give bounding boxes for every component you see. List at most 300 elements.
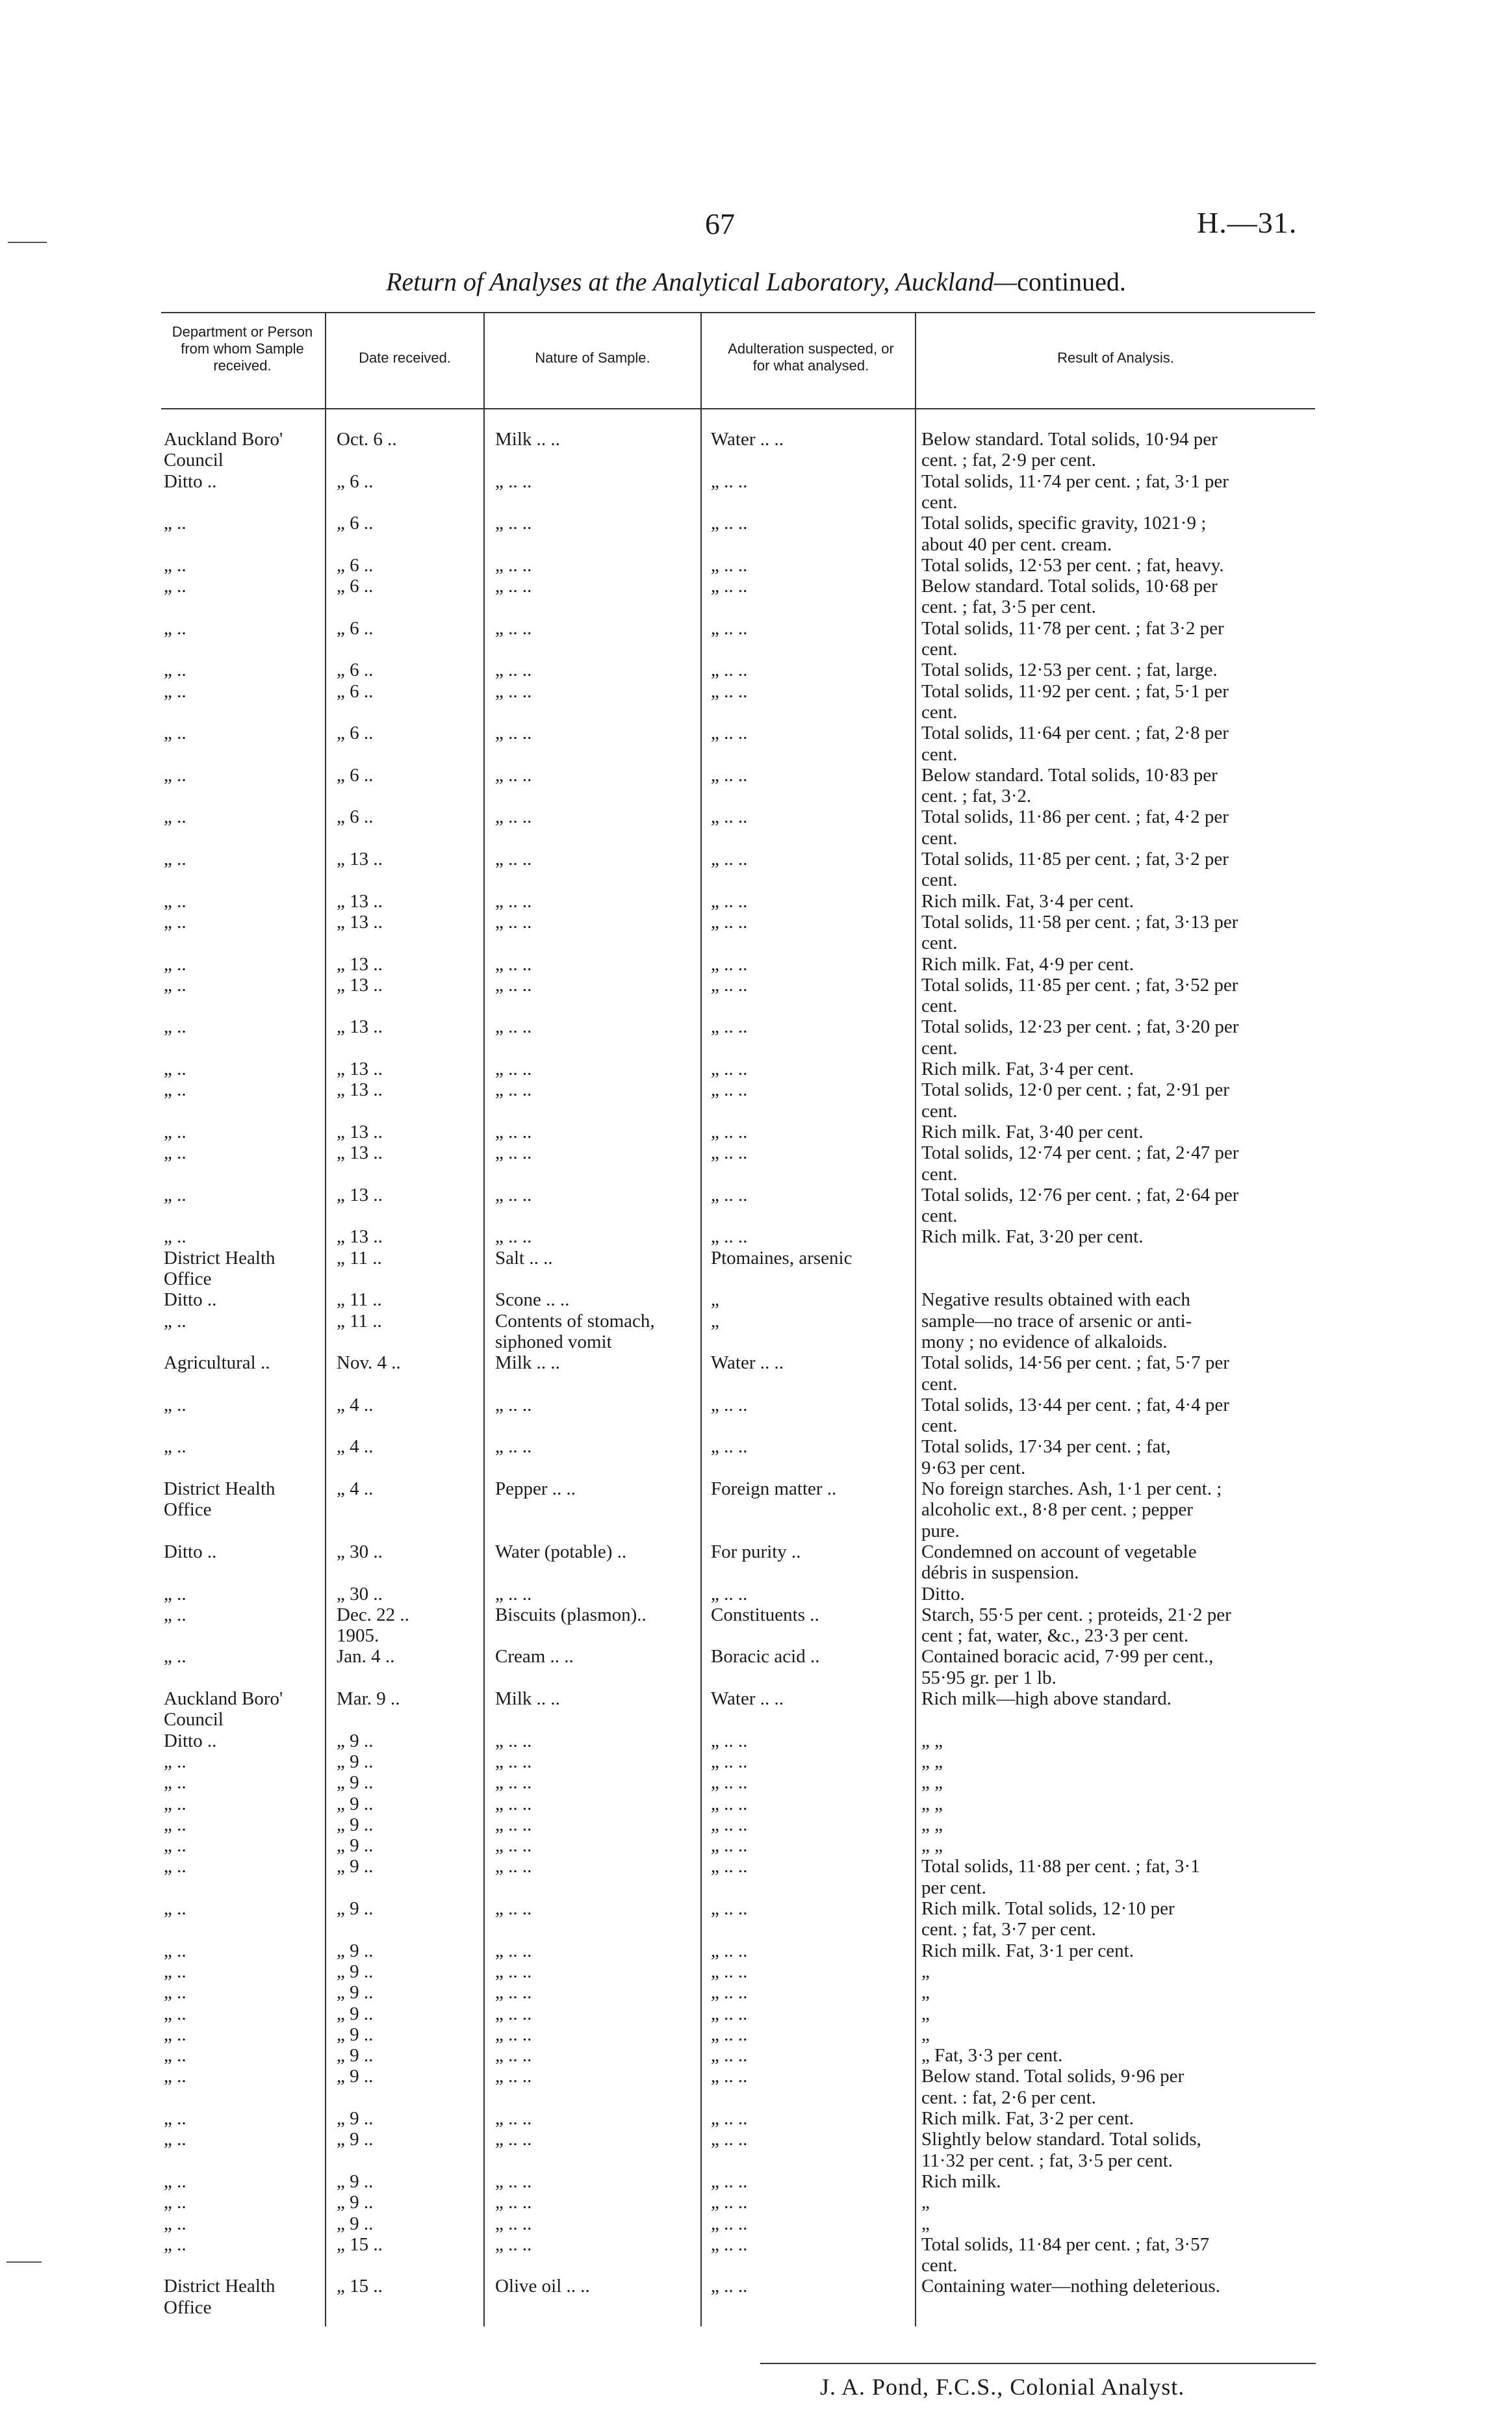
cell-date: „ 9 .. [337,1940,374,1961]
cell-date: „ 9 .. [337,2129,374,2150]
cell-result: per cent. [921,1877,986,1898]
table-row [161,1016,1315,1037]
cell-department: „ .. [164,1940,186,1961]
cell-result: „ „ [921,1730,943,1751]
cell-nature: „ .. .. [495,1016,532,1038]
cell-department: „ .. [164,554,186,576]
table-row [161,681,1315,702]
cell-result: Total solids, 12·23 per cent. ; fat, 3·20 per [921,1016,1239,1038]
cell-date: „ 6 .. [337,764,374,786]
cell-nature: Milk .. .. [495,1688,560,1709]
cell-nature: Cream .. .. [495,1646,574,1667]
cell-result: Slightly below standard. Total solids, [921,2129,1201,2150]
table-row [161,1079,1315,1100]
cell-department: „ .. [164,2024,186,2045]
cell-nature: Pepper .. .. [495,1478,576,1499]
cell-result: cent. : fat, 2·6 per cent. [921,2087,1096,2108]
cell-result: Total solids, 11·74 per cent. ; fat, 3·1 per [921,470,1229,492]
signature-rule [760,2363,1316,2364]
cell-department: „ .. [164,680,186,702]
cell-adulteration: „ .. .. [711,2170,748,2192]
table-row [161,1478,1315,1499]
cell-result: Total solids, 12·53 per cent. ; fat, heavy. [921,554,1224,576]
cell-department: Auckland Boro' [164,429,283,450]
table-row [161,576,1315,597]
cell-department: „ .. [164,911,186,933]
table-row [161,1268,1315,1289]
cell-adulteration: „ .. .. [711,1898,748,1919]
cell-nature: „ .. .. [495,974,532,996]
table-row [161,1164,1315,1185]
cell-date: „ 9 .. [337,2170,374,2192]
cell-result: Rich milk. Total solids, 12·10 per [921,1898,1175,1919]
cell-nature: Salt .. .. [495,1247,553,1268]
table-row [161,1248,1315,1268]
cell-nature: „ .. .. [495,1059,532,1079]
cell-date: „ 13 .. [337,1142,383,1164]
cell-adulteration: „ .. .. [711,576,748,597]
cell-department: Ditto .. [164,1541,217,1562]
cell-adulteration: „ .. .. [711,660,748,681]
table-row [161,1395,1315,1415]
table-row [161,2129,1315,2150]
cell-department: „ .. [164,2066,186,2087]
title-suffix: continued. [1017,267,1126,296]
cell-adulteration: „ .. .. [711,764,748,786]
cell-adulteration: Ptomaines, arsenic [711,1247,852,1268]
cell-adulteration: „ .. .. [711,554,748,576]
cell-result: Total solids, 11·92 per cent. ; fat, 5·1 per [921,680,1229,702]
cell-result: cent. [921,869,958,891]
cell-date: „ 9 .. [337,2024,374,2045]
column-header-date: Date received. [359,350,451,366]
cell-department: „ .. [164,2233,186,2255]
cell-department: „ .. [164,1898,186,1919]
table-row [161,744,1315,765]
cell-result: 9·63 per cent. [921,1457,1026,1478]
table-row [161,1835,1315,1856]
cell-department: Ditto .. [164,1289,217,1311]
cell-nature: „ .. .. [495,1121,532,1142]
analyses-table [161,312,1315,2326]
cell-result: pure. [921,1520,960,1541]
cell-department: „ .. [164,1226,186,1248]
cell-nature: Biscuits (plasmon).. [495,1604,647,1625]
cell-result: Negative results obtained with each [921,1289,1190,1311]
cell-result: Below stand. Total solids, 9·96 per [921,2066,1185,2087]
cell-result: Rich milk. Fat, 3·20 per cent. [921,1226,1144,1248]
cell-result: cent. [921,1415,958,1437]
table-row [161,1709,1315,1730]
cell-nature: „ .. .. [495,1226,532,1248]
table-row [161,597,1315,617]
table-row [161,1415,1315,1436]
cell-department: „ .. [164,1310,186,1332]
cell-date: „ 9 .. [337,2045,374,2066]
cell-department: „ .. [164,1059,186,1079]
cell-adulteration: „ .. .. [711,1940,748,1961]
cell-date: „ 9 .. [337,1961,374,1982]
signature: J. A. Pond, F.C.S., Colonial Analyst. [820,2374,1185,2400]
table-row [161,1332,1315,1352]
cell-adulteration: „ .. .. [711,1835,748,1857]
cell-department: Office [164,2297,212,2318]
cell-result: „ „ [921,1751,943,1772]
table-top-rule [161,312,1315,313]
cell-department: Ditto .. [164,1730,217,1751]
cell-adulteration: „ .. .. [711,1751,748,1772]
cell-result: „ Fat, 3·3 per cent. [921,2045,1063,2066]
cell-department: „ .. [164,974,186,996]
cell-result: Total solids, 12·53 per cent. ; fat, large. [921,660,1218,681]
cell-adulteration: „ [711,1289,719,1311]
cell-result: No foreign starches. Ash, 1·1 per cent. ; [921,1478,1222,1499]
cell-nature: „ .. .. [495,1772,532,1794]
cell-result: „ „ [921,1772,943,1794]
cell-date: „ 15 .. [337,2276,383,2297]
cell-department: „ .. [164,660,186,681]
cell-department: „ .. [164,1394,186,1415]
cell-adulteration: Water .. .. [711,429,784,450]
cell-nature: „ .. .. [495,1142,532,1164]
cell-result: Total solids, 13·44 per cent. ; fat, 4·4 per [921,1394,1229,1415]
cell-adulteration: „ .. .. [711,1184,748,1205]
cell-nature: „ .. .. [495,953,532,975]
cell-nature: „ .. .. [495,1751,532,1772]
cell-result: cent. [921,1163,958,1185]
cell-result: Total solids, 12·0 per cent. ; fat, 2·91 per [921,1079,1229,1101]
cell-date: „ 4 .. [337,1436,374,1458]
table-header-rule [161,408,1315,409]
cell-nature: Milk .. .. [495,429,560,450]
table-row [161,450,1315,470]
cell-nature: „ .. .. [495,1436,532,1458]
cell-department: Auckland Boro' [164,1688,283,1709]
cell-department: „ .. [164,2003,186,2024]
cell-result: 11·32 per cent. ; fat, 3·5 per cent. [921,2150,1173,2171]
cell-date: „ 9 .. [337,2108,374,2129]
cell-adulteration: „ .. .. [711,2129,748,2150]
cell-adulteration: „ .. .. [711,911,748,933]
table-row [161,2150,1315,2171]
cell-result: Total solids, 17·34 per cent. ; fat, [921,1436,1171,1458]
cell-date: „ 15 .. [337,2233,383,2255]
cell-adulteration: „ .. .. [711,1583,748,1604]
table-row [161,1604,1315,1625]
cell-date: „ 4 .. [337,1478,374,1499]
cell-adulteration: „ .. .. [711,1982,748,2003]
cell-result: Rich milk. Fat, 3·40 per cent. [921,1121,1144,1142]
table-row [161,1289,1315,1310]
cell-result: mony ; no evidence of alkaloids. [921,1331,1168,1352]
cell-nature: „ .. .. [495,1961,532,1982]
cell-department: „ .. [164,806,186,828]
cell-result: cent. ; fat, 3·2. [921,786,1032,807]
cell-nature: „ .. .. [495,2192,532,2213]
table-row [161,891,1315,912]
cell-date: „ 13 .. [337,849,383,869]
cell-adulteration: For purity .. [711,1541,801,1562]
table-row [161,849,1315,869]
cell-result: cent. [921,1205,958,1227]
cell-result: Total solids, 11·78 per cent. ; fat 3·2 per [921,617,1224,639]
cell-adulteration: „ .. .. [711,806,748,828]
cell-date: Dec. 22 .. [337,1604,409,1625]
cell-department: Council [164,450,224,471]
cell-nature: Olive oil .. .. [495,2276,590,2297]
cell-nature: „ .. .. [495,2170,532,2192]
cell-department: „ .. [164,1982,186,2003]
table-row [161,2192,1315,2213]
table-row [161,912,1315,933]
cell-department: „ .. [164,723,186,744]
cell-adulteration: „ .. .. [711,2108,748,2129]
table-row [161,1499,1315,1520]
cell-department: „ .. [164,849,186,869]
cell-department: District Health [164,2276,275,2297]
cell-adulteration: „ .. .. [711,2024,748,2045]
table-row [161,996,1315,1016]
cell-adulteration: „ .. .. [711,890,748,912]
cell-nature: „ .. .. [495,1835,532,1857]
cell-date: „ 9 .. [337,1772,374,1794]
cell-result: cent. [921,1373,958,1395]
cell-date: Mar. 9 .. [337,1688,400,1709]
table-row [161,2024,1315,2045]
cell-adulteration: „ .. .. [711,2045,748,2066]
cell-department: „ .. [164,1604,186,1625]
cell-nature: „ .. .. [495,2108,532,2129]
table-row [161,1877,1315,1898]
table-row [161,639,1315,660]
cell-department: „ .. [164,2045,186,2066]
cell-result: Below standard. Total solids, 10·68 per [921,576,1218,597]
cell-result: Total solids, 12·74 per cent. ; fat, 2·47 per [921,1142,1239,1164]
cell-result: Ditto. [921,1583,965,1604]
cell-result: cent. [921,1037,958,1059]
cell-date: „ 6 .. [337,576,374,597]
cell-department: „ .. [164,1751,186,1772]
cell-nature: „ .. .. [495,1793,532,1814]
cell-result: „ [921,1982,930,2003]
cell-date: „ 13 .. [337,1079,383,1101]
table-row [161,1101,1315,1122]
cell-department: „ .. [164,1142,186,1164]
cell-result: „ [921,2003,930,2024]
table-row [161,1352,1315,1373]
cell-adulteration: „ .. .. [711,1079,748,1101]
cell-adulteration: „ .. .. [711,470,748,492]
cell-result: cent. ; fat, 3·5 per cent. [921,597,1096,618]
table-row [161,492,1315,513]
cell-result: cent. [921,491,958,513]
cell-result: „ „ [921,1793,943,1814]
cell-nature: „ .. .. [495,806,532,828]
cell-nature: „ .. .. [495,1583,532,1604]
cell-nature: Scone .. .. [495,1289,570,1311]
cell-nature: „ .. .. [495,576,532,597]
cell-date: Oct. 6 .. [337,429,397,450]
cell-department: „ .. [164,1772,186,1794]
cell-nature: „ .. .. [495,1184,532,1205]
cell-result: Total solids, 11·85 per cent. ; fat, 3·2 per [921,849,1229,869]
cell-result: cent. ; fat, 2·9 per cent. [921,450,1096,471]
cell-result: Contained boracic acid, 7·99 per cent., [921,1646,1214,1667]
cell-result: Rich milk. Fat, 3·4 per cent. [921,1059,1134,1079]
cell-nature: „ .. .. [495,1079,532,1101]
cell-department: „ .. [164,1793,186,1814]
cell-department: „ .. [164,1079,186,1101]
cell-nature: „ .. .. [495,1940,532,1961]
table-row [161,2087,1315,2108]
cell-adulteration: „ .. .. [711,2213,748,2234]
cell-result: Condemned on account of vegetable [921,1541,1197,1562]
cell-result: cent. [921,1100,958,1122]
cell-date: „ 9 .. [337,2192,374,2213]
cell-result: about 40 per cent. cream. [921,534,1112,555]
cell-result: cent. [921,2255,958,2276]
cell-department: „ .. [164,1646,186,1667]
table-row [161,1688,1315,1709]
cell-adulteration: „ .. .. [711,1394,748,1415]
cell-result: Rich milk. Fat, 3·1 per cent. [921,1940,1134,1961]
cell-department: Agricultural .. [164,1352,270,1374]
cell-department: „ .. [164,2192,186,2213]
table-row [161,723,1315,743]
cell-result: Total solids, specific gravity, 1021·9 ; [921,513,1207,534]
table-row [161,1856,1315,1877]
table-row [161,2234,1315,2255]
cell-adulteration: „ .. .. [711,513,748,534]
cell-department: „ .. [164,2213,186,2234]
cell-result: alcoholic ext., 8·8 per cent. ; pepper [921,1499,1193,1521]
table-row [161,1940,1315,1961]
cell-nature: Milk .. .. [495,1352,560,1374]
cell-result: Total solids, 11·85 per cent. ; fat, 3·52 per [921,974,1238,996]
table-row [161,471,1315,492]
cell-result: cent. ; fat, 3·7 per cent. [921,1919,1096,1940]
cell-date: „ 6 .. [337,680,374,702]
cell-result: „ „ [921,1835,943,1857]
cell-date: „ 6 .. [337,806,374,828]
table-row [161,1814,1315,1835]
cell-date: „ 11 .. [337,1247,382,1268]
cell-adulteration: Water .. .. [711,1352,784,1374]
table-row [161,1667,1315,1688]
table-row [161,429,1315,450]
table-row [161,1562,1315,1583]
cell-result: Total solids, 11·86 per cent. ; fat, 4·2 per [921,806,1229,828]
cell-department: „ .. [164,2108,186,2129]
cell-adulteration: Foreign matter .. [711,1478,837,1499]
table-row [161,1772,1315,1793]
table-row [161,1311,1315,1332]
cell-date: „ 9 .. [337,2003,374,2024]
cell-department: „ .. [164,1121,186,1142]
cell-adulteration: Water .. .. [711,1688,784,1709]
cell-result: cent ; fat, water, &c., 23·3 per cent. [921,1625,1189,1647]
table-row [161,1521,1315,1541]
cell-nature: „ .. .. [495,764,532,786]
cell-nature: „ .. .. [495,2045,532,2066]
cell-adulteration: „ [711,1310,719,1332]
cell-nature: „ .. .. [495,2003,532,2024]
cell-department: „ .. [164,2170,186,2192]
table-row [161,1059,1315,1079]
cell-result: cent. [921,827,958,849]
table-row [161,1458,1315,1478]
table-row [161,1982,1315,2003]
cell-department: District Health [164,1478,275,1499]
cell-adulteration: „ .. .. [711,1121,748,1142]
cell-date: „ 9 .. [337,1814,374,1835]
cell-result: „ [921,1961,930,1982]
cell-date: „ 13 .. [337,1059,383,1079]
cell-result: Below standard. Total solids, 10·83 per [921,764,1218,786]
table-row [161,933,1315,953]
cell-date: „ 6 .. [337,554,374,576]
cell-result: cent. [921,743,958,765]
page-number: 67 [705,207,735,240]
table-row [161,786,1315,806]
table-row [161,1898,1315,1919]
cell-result: Rich milk. Fat, 4·9 per cent. [921,953,1134,975]
cell-result: cent. [921,639,958,660]
column-header-result: Result of Analysis. [1057,350,1174,366]
table-row [161,702,1315,723]
table-row [161,765,1315,786]
cell-nature: „ .. .. [495,1394,532,1415]
cell-department: District Health [164,1247,275,1268]
cell-nature: „ .. .. [495,554,532,576]
cell-department: „ .. [164,764,186,786]
cell-department: „ .. [164,1814,186,1835]
table-row [161,1122,1315,1142]
cell-department: „ .. [164,1856,186,1877]
cell-date: „ 6 .. [337,723,374,744]
table-row [161,2255,1315,2276]
cell-result: „ [921,2024,930,2045]
cell-result: „ „ [921,1814,943,1835]
cell-adulteration: „ .. .. [711,1961,748,1982]
cell-result: Rich milk—high above standard. [921,1688,1172,1709]
table-row [161,1751,1315,1772]
column-header-nature: Nature of Sample. [535,350,650,366]
cell-adulteration: „ .. .. [711,1016,748,1038]
cell-department: Ditto .. [164,470,217,492]
cell-result: 55·95 gr. per 1 lb. [921,1667,1057,1688]
cell-date: „ 9 .. [337,1856,374,1877]
table-row [161,1038,1315,1059]
table-row [161,513,1315,534]
cell-date: „ 9 .. [337,1793,374,1814]
cell-date: „ 13 .. [337,890,383,912]
cell-result: cent. [921,701,958,723]
margin-mark-bottom-left [6,2261,42,2263]
table-row [161,1919,1315,1940]
cell-date: „ 4 .. [337,1394,374,1415]
cell-adulteration: Boracic acid .. [711,1646,820,1667]
cell-adulteration: „ .. .. [711,1793,748,1814]
column-header-adulteration: Adulteration suspected, or for what analysed. [728,341,894,374]
cell-department: „ .. [164,617,186,639]
cell-adulteration: „ .. .. [711,2066,748,2087]
cell-nature: „ .. .. [495,1898,532,1919]
cell-adulteration: „ .. .. [711,1772,748,1794]
cell-date: „ 13 .. [337,1226,383,1248]
cell-date: „ 13 .. [337,911,383,933]
table-row [161,534,1315,555]
